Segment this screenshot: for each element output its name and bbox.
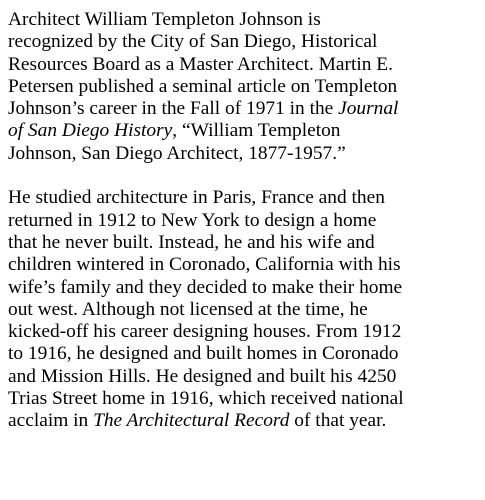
text-line: Trias Street home in 1916, which received national <box>8 388 404 410</box>
publication-title-italic: The Architectural Record <box>93 410 290 432</box>
text-line: recognized by the City of San Diego, Historical <box>8 31 378 53</box>
paragraph-biography <box>8 187 484 432</box>
paragraph-intro <box>8 9 484 165</box>
text-line: Petersen published a seminal article on Templeton <box>8 75 398 97</box>
document-body <box>8 9 484 433</box>
text-segment: acclaim in <box>8 410 94 432</box>
text-line: returned in 1912 to New York to design a home <box>8 209 377 231</box>
text-line <box>8 98 484 120</box>
text-line: that he never built. Instead, he and his wife and <box>8 231 375 253</box>
text-segment: of that year. <box>289 410 387 432</box>
journal-title-italic: Journal <box>338 98 399 120</box>
journal-title-italic: of San Diego History <box>8 120 173 142</box>
text-line: Johnson, San Diego Architect, 1877-1957.” <box>8 142 346 164</box>
text-line: He studied architecture in Paris, France and then <box>8 187 385 209</box>
text-line: and Mission Hills. He designed and built his 4250 <box>8 365 397 387</box>
text-line <box>8 410 484 432</box>
text-segment: , “William Templeton <box>172 120 341 142</box>
text-line: Resources Board as a Master Architect. Martin E. <box>8 53 394 75</box>
text-segment: Johnson’s career in the Fall of 1971 in the <box>8 98 339 120</box>
text-line <box>8 120 484 142</box>
text-line: wife’s family and they decided to make their home <box>8 276 403 298</box>
text-line: children wintered in Coronado, California with his <box>8 254 401 276</box>
text-line: Architect William Templeton Johnson is <box>8 9 321 30</box>
text-line: out west. Although not licensed at the time, he <box>8 298 368 320</box>
text-line: kicked-off his career designing houses. From 1912 <box>8 321 402 343</box>
text-line: to 1916, he designed and built homes in Coronado <box>8 343 399 365</box>
